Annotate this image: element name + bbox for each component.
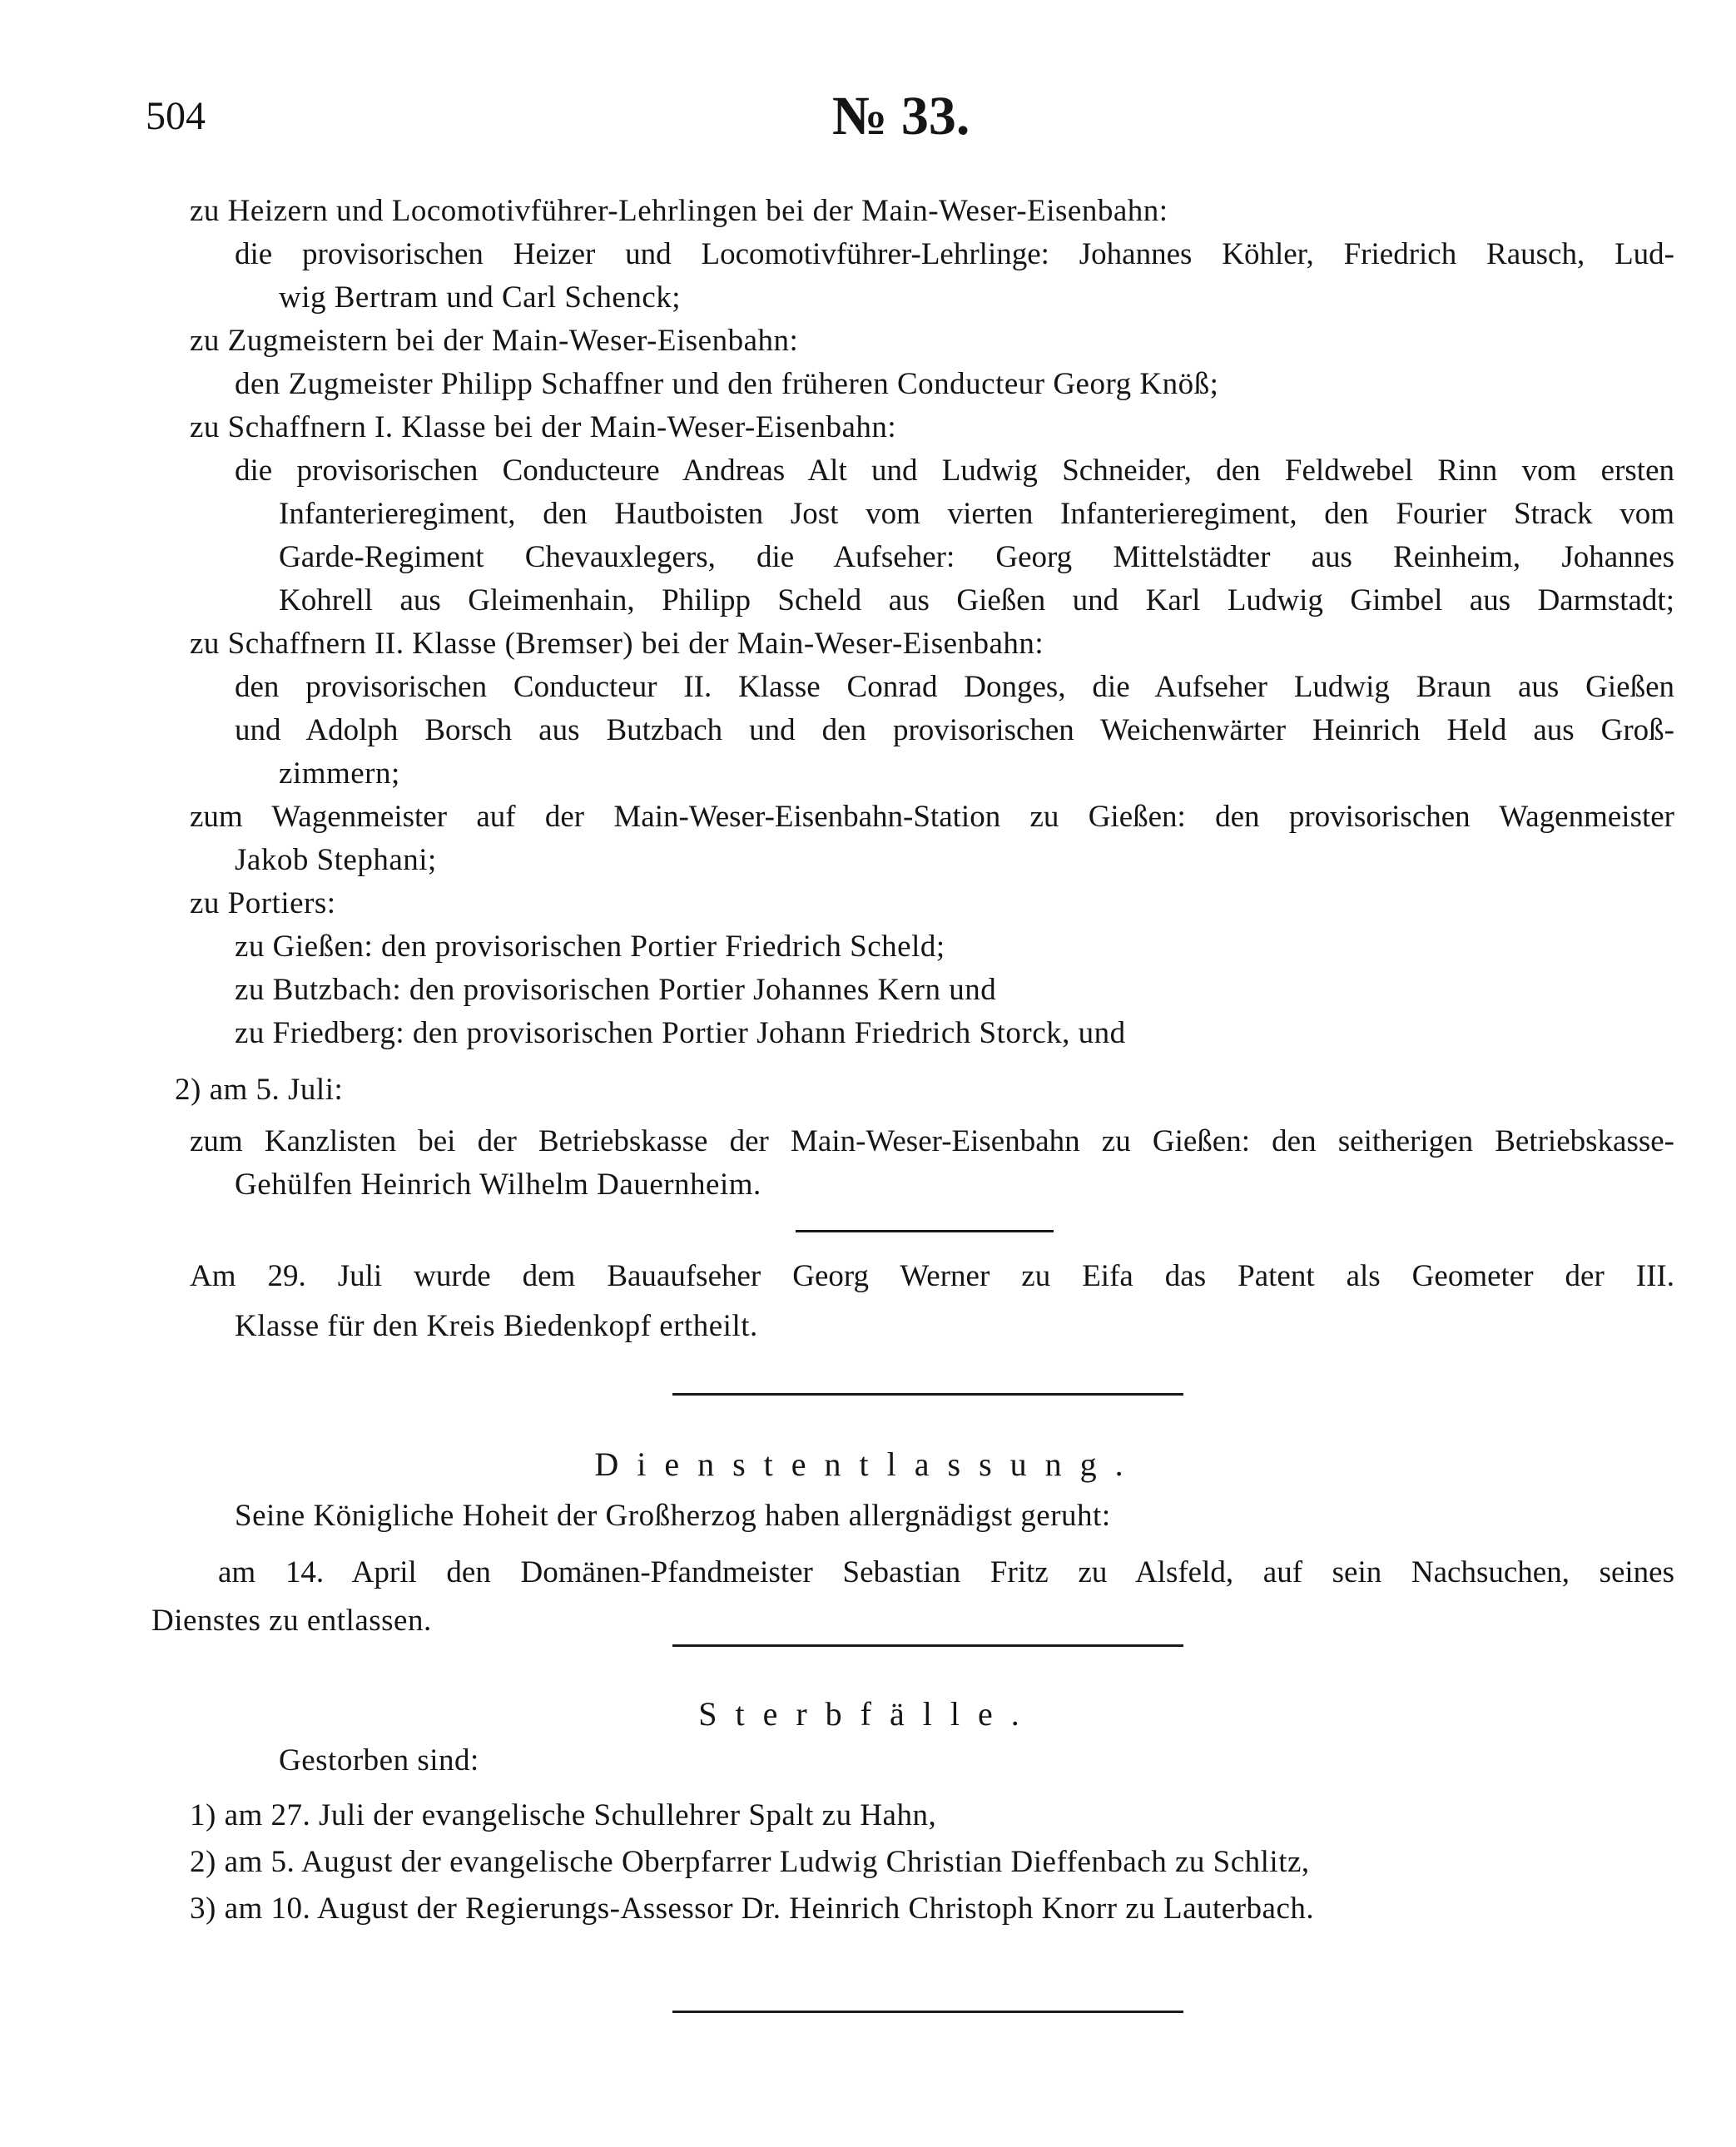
issue-number: № 33. xyxy=(832,86,970,146)
wagenmeister-line-1: zum Wagenmeister auf der Main-Weser-Eisenbahn-Station zu Gießen: den provisorischen Wagenmeister xyxy=(190,800,1674,834)
page-number: 504 xyxy=(146,94,206,138)
divider-3 xyxy=(672,2011,1183,2013)
heizer-line-2: wig Bertram und Carl Schenck; xyxy=(279,280,682,315)
schaffner2-line-1: den provisorischen Conducteur II. Klasse Conrad Donges, die Aufseher Ludwig Braun aus Gießen xyxy=(235,670,1674,704)
heizer-heading: zu Heizern und Locomotivführer-Lehrlingen bei der Main-Weser-Eisenbahn: xyxy=(190,194,1168,228)
deaths-heading: Sterbfälle. xyxy=(698,1695,1038,1733)
portiers-heading: zu Portiers: xyxy=(190,886,336,920)
divider-2 xyxy=(672,1644,1183,1647)
schaffner2-line-3: zimmern; xyxy=(279,756,400,791)
patent-line-1: Am 29. Juli wurde dem Bauaufseher Georg Werner zu Eifa das Patent als Geometer der III. xyxy=(190,1259,1674,1293)
patent-line-2: Klasse für den Kreis Biedenkopf ertheilt. xyxy=(235,1309,758,1343)
portiers-line-3: zu Friedberg: den provisorischen Portier Johann Friedrich Storck, und xyxy=(235,1016,1126,1050)
item2-heading: 2) am 5. Juli: xyxy=(175,1073,344,1107)
schaffner2-heading: zu Schaffnern II. Klasse (Bremser) bei der Main-Weser-Eisenbahn: xyxy=(190,627,1044,661)
zugmeister-line-1: den Zugmeister Philipp Schaffner und den früheren Conducteur Georg Knöß; xyxy=(235,367,1219,401)
heizer-line-1: die provisorischen Heizer und Locomotivführer-Lehrlinge: Johannes Köhler, Friedrich Rausch, Lud- xyxy=(235,237,1674,271)
schaffner1-line-1: die provisorischen Conducteure Andreas Alt und Ludwig Schneider, den Feldwebel Rinn vom ersten xyxy=(235,454,1674,488)
divider-1 xyxy=(672,1393,1183,1396)
schaffner1-line-2: Infanterieregiment, den Hautboisten Jost vom vierten Infanterieregiment, den Fourier Strack vom xyxy=(279,497,1674,531)
schaffner1-heading: zu Schaffnern I. Klasse bei der Main-Weser-Eisenbahn: xyxy=(190,410,897,444)
dismissal-intro: Seine Königliche Hoheit der Großherzog haben allergnädigst geruht: xyxy=(235,1499,1111,1533)
divider-short xyxy=(796,1230,1054,1232)
item2-line-1: zum Kanzlisten bei der Betriebskasse der Main-Weser-Eisenbahn zu Gießen: den seitherigen Betriebskasse- xyxy=(190,1124,1674,1158)
portiers-line-2: zu Butzbach: den provisorischen Portier Johannes Kern und xyxy=(235,973,997,1007)
schaffner2-line-2: und Adolph Borsch aus Butzbach und den provisorischen Weichenwärter Heinrich Held aus Groß- xyxy=(235,713,1674,747)
item2-line-2: Gehülfen Heinrich Wilhelm Dauernheim. xyxy=(235,1168,761,1202)
schaffner1-line-3: Garde-Regiment Chevauxlegers, die Aufseher: Georg Mittelstädter aus Reinheim, Johannes xyxy=(279,540,1674,574)
wagenmeister-line-2: Jakob Stephani; xyxy=(235,843,437,877)
portiers-line-1: zu Gießen: den provisorischen Portier Friedrich Scheld; xyxy=(235,930,945,964)
death-entry-3: 3) am 10. August der Regierungs-Assessor Dr. Heinrich Christoph Knorr zu Lauterbach. xyxy=(190,1892,1315,1926)
zugmeister-heading: zu Zugmeistern bei der Main-Weser-Eisenbahn: xyxy=(190,324,799,358)
deaths-intro: Gestorben sind: xyxy=(279,1743,479,1778)
death-entry-1: 1) am 27. Juli der evangelische Schullehrer Spalt zu Hahn, xyxy=(190,1798,937,1832)
death-entry-2: 2) am 5. August der evangelische Oberpfarrer Ludwig Christian Dieffenbach zu Schlitz, xyxy=(190,1845,1310,1879)
schaffner1-line-4: Kohrell aus Gleimenhain, Philipp Scheld aus Gießen und Karl Ludwig Gimbel aus Darmstadt; xyxy=(279,583,1674,617)
dismissal-line-2: Dienstes zu entlassen. xyxy=(151,1604,432,1638)
dismissal-heading: Dienstentlassung. xyxy=(594,1445,1142,1483)
dismissal-line-1: am 14. April den Domänen-Pfandmeister Sebastian Fritz zu Alsfeld, auf sein Nachsuchen, seines xyxy=(218,1555,1674,1589)
